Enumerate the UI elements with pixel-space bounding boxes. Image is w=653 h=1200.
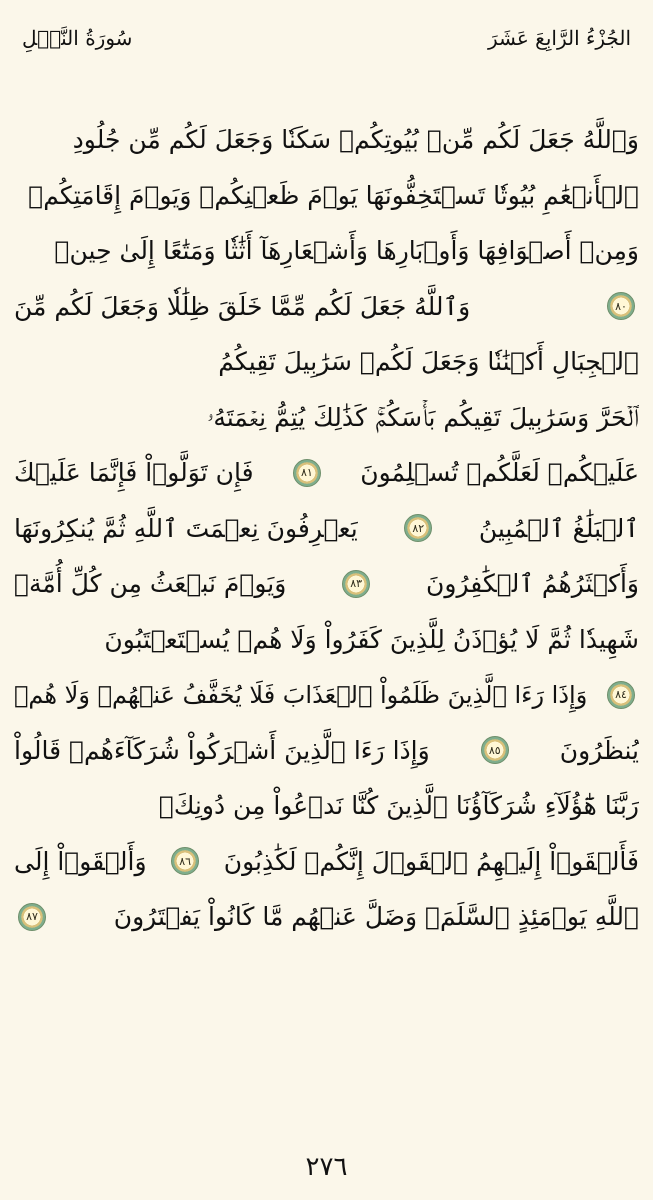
verse-line — [14, 223, 639, 279]
verse-line — [14, 778, 639, 834]
ayah-number-marker: ٨٠ — [607, 292, 635, 320]
verse-text: ٱللَّهِ يَوۡمَئِذٍ ٱلسَّلَمَۖ وَضَلَّ عَنۡهُم مَّا كَانُواْ يَفۡتَرُونَ — [113, 902, 639, 932]
verse-text: وَيَوۡمَ نَبۡعَثُ مِن كُلِّ أُمَّةٖ — [14, 569, 287, 599]
surah-title: سُورَةُ النَّحۡلِ — [22, 26, 133, 50]
verse-text: فَأَلۡقَوۡاْ إِلَيۡهِمُ ٱلۡقَوۡلَ إِنَّكُمۡ لَكَٰذِبُونَ — [223, 846, 639, 876]
verse-text: فَإِن تَوَلَّوۡاْ فَإِنَّمَا عَلَيۡكَ — [14, 458, 254, 488]
verse-line — [14, 834, 639, 890]
verse-text: ٱلۡأَنۡعَٰمِ بُيُوتٗا تَسۡتَخِفُّونَهَا يَوۡمَ ظَعۡنِكُمۡ وَيَوۡمَ إِقَامَتِكُمۡ — [28, 180, 639, 210]
verse-line — [14, 501, 639, 557]
verse-line — [14, 723, 639, 779]
verse-line — [14, 334, 639, 390]
verse-line — [14, 168, 639, 224]
ayah-number-marker: ٨٤ — [607, 681, 635, 709]
page-number: ٢٧٦ — [305, 1152, 348, 1182]
ayah-number-marker: ٨٢ — [404, 514, 432, 542]
ayah-number-marker: ٨٥ — [481, 736, 509, 764]
verse-line — [14, 889, 639, 945]
verse-line — [14, 445, 639, 501]
page-header — [22, 18, 631, 58]
ayah-number-marker: ٨١ — [293, 459, 321, 487]
verse-text: وَإِذَا رَءَا ٱلَّذِينَ ظَلَمُواْ ٱلۡعَذَابَ فَلَا يُخَفَّفُ عَنۡهُمۡ وَلَا هُمۡ — [14, 680, 588, 709]
ayah-number-marker: ٨٣ — [342, 570, 370, 598]
verse-line — [14, 112, 639, 168]
verse-text: وَمِنۡ أَصۡوَافِهَا وَأَوۡبَارِهَا وَأَشۡعَارِهَآ أَثَٰثٗا وَمَتَٰعًا إِلَىٰ حِينٖ — [54, 236, 639, 266]
verse-text: وَٱللَّهُ جَعَلَ لَكُم مِّمَّا خَلَقَ ظِلَٰلٗا وَجَعَلَ لَكُم مِّنَ — [14, 291, 471, 321]
verse-text: وَأَلۡقَوۡاْ إِلَى — [14, 846, 147, 876]
verse-text: عَلَيۡكُمۡ لَعَلَّكُمۡ تُسۡلِمُونَ — [360, 458, 639, 488]
verse-text: وَٱللَّهُ جَعَلَ لَكُم مِّنۢ بُيُوتِكُمۡ سَكَنٗا وَجَعَلَ لَكُم مِّن جُلُودِ — [72, 125, 639, 155]
verse-text: يَعۡرِفُونَ نِعۡمَتَ ٱللَّهِ ثُمَّ يُنكِرُونَهَا — [14, 513, 358, 543]
verse-line — [14, 390, 639, 446]
verse-text: ٱلۡجِبَالِ أَكۡنَٰنٗا وَجَعَلَ لَكُمۡ سَرَٰبِيلَ تَقِيكُمُ — [218, 347, 639, 377]
verse-text: ٱلۡحَرَّ وَسَرَٰبِيلَ تَقِيكُم بَأۡسَكُمۡۚ كَذَٰلِكَ يُتِمُّ نِعۡمَتَهُۥ — [207, 402, 639, 432]
ayah-number-marker: ٨٦ — [171, 847, 199, 875]
verse-text: وَأَكۡثَرُهُمُ ٱلۡكَٰفِرُونَ — [426, 569, 639, 599]
verse-line — [14, 667, 639, 723]
verse-text: يُنظَرُونَ — [559, 735, 639, 765]
verse-text: ٱلۡبَلَٰغُ ٱلۡمُبِينُ — [478, 513, 639, 543]
verse-line — [14, 556, 639, 612]
verse-text: وَإِذَا رَءَا ٱلَّذِينَ أَشۡرَكُواْ شُرَكَآءَهُمۡ قَالُواْ — [14, 735, 430, 765]
verse-text: رَبَّنَا هَٰٓؤُلَآءِ شُرَكَآؤُنَا ٱلَّذِينَ كُنَّا نَدۡعُواْ مِن دُونِكَۖ — [158, 791, 639, 821]
verse-line — [14, 612, 639, 668]
juz-title: الجُزْءُ الرَّابِعَ عَشَرَ — [488, 26, 631, 50]
verses-body — [14, 112, 639, 945]
verse-text: شَهِيدٗا ثُمَّ لَا يُؤۡذَنُ لِلَّذِينَ كَفَرُواْ وَلَا هُمۡ يُسۡتَعۡتَبُونَ — [104, 624, 639, 654]
ayah-number-marker: ٨٧ — [18, 903, 46, 931]
verse-line — [14, 279, 639, 335]
